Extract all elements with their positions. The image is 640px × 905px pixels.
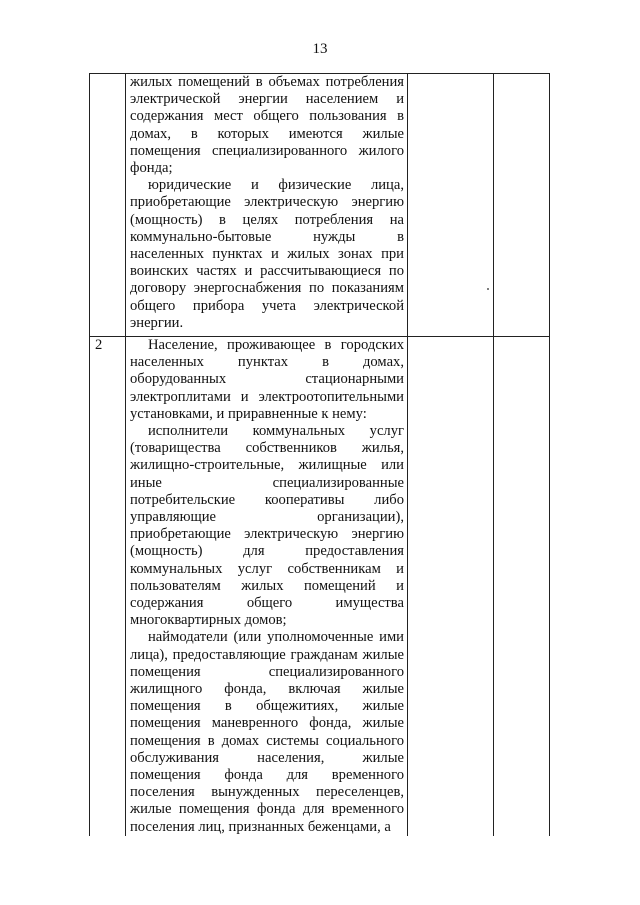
paragraph: юридические и физические лица, приобретающие электрическую энергию (мощность) в целях потребления на коммунально-бытовые нужды в населенных пунктах и жилых зонах при воинских частях и рассчитывающиеся по договору энергоснабжения по показаниям общего прибора учета электрической энергии. xyxy=(130,177,404,331)
paragraph: жилых помещений в объемах потребления электрической энергии населением и содержания мест общего пользования в домах, в которых имеются жилые помещения специализированного жилого фонда; xyxy=(130,74,404,177)
empty-cell xyxy=(494,74,550,337)
consumer-description-cell xyxy=(126,337,408,836)
paragraph: наймодатели (или уполномоченные ими лица), предоставляющие гражданам жилые помещения специализированного жилищного фонда, включая жилые помещения в общежитиях, жилые помещения маневренного фонда, жилые помещения в домах системы социального обслуживания населения, жилые помещения фонда для временного поселения вынужденных переселенцев, жилые помещения фонда для временного поселения лиц, признанных беженцами, а xyxy=(130,629,404,835)
paragraph: исполнители коммунальных услуг (товарищества собственников жилья, жилищно-строительные, жилищные или иные специализированные потребительские кооперативы либо управляющие организации), приобретающие электрическую энергию (мощность) для предоставления коммунальных услуг собственникам и пользователям жилых помещений и содержания общего имущества многоквартирных домов; xyxy=(130,423,404,629)
empty-cell xyxy=(408,74,494,337)
table-row xyxy=(90,74,550,337)
tariff-table xyxy=(89,73,550,836)
row-number-cell xyxy=(90,74,126,337)
paragraph: Население, проживающее в городских населенных пунктах в домах, оборудованных стационарными электроплитами и электроотопительными установками, и приравненные к нему: xyxy=(130,337,404,422)
consumer-description-cell xyxy=(126,74,408,337)
empty-cell xyxy=(408,337,494,836)
row-number-cell: 2 xyxy=(90,337,126,836)
scan-speck xyxy=(487,288,489,290)
page-number: 13 xyxy=(312,41,328,57)
table-row xyxy=(90,337,550,836)
empty-cell xyxy=(494,337,550,836)
